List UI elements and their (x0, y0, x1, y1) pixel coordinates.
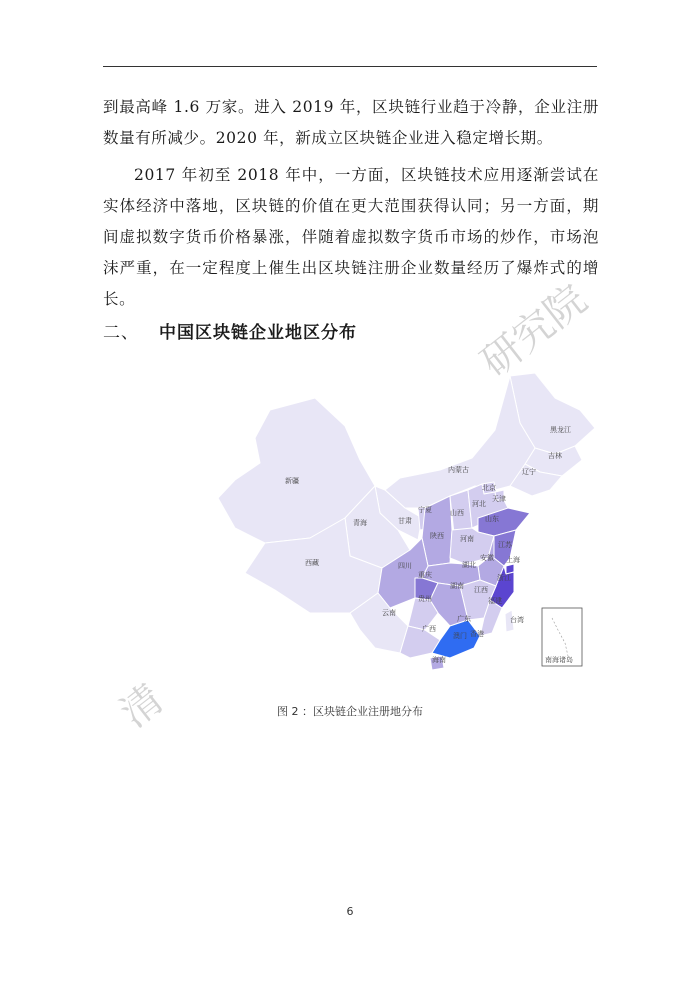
label-shanxi: 山西 (450, 509, 464, 517)
label-beijing: 北京 (482, 484, 496, 492)
label-nanhai: 南海诸岛 (545, 656, 573, 664)
label-hubei: 湖北 (462, 561, 476, 569)
label-guangdong: 广东 (457, 615, 471, 623)
label-neimenggu: 内蒙古 (448, 466, 469, 474)
label-heilongjiang: 黑龙江 (550, 426, 571, 434)
label-hebei: 河北 (472, 500, 486, 508)
label-jiangxi: 江西 (474, 586, 488, 594)
label-shandong: 山东 (485, 515, 499, 523)
region-neimenggu (385, 376, 535, 508)
label-zhejiang: 浙江 (497, 574, 511, 582)
label-xizang: 西藏 (305, 559, 319, 567)
label-qinghai: 青海 (353, 519, 367, 527)
label-aomen: 澳门 (453, 632, 467, 640)
label-anhui: 安徽 (480, 554, 494, 562)
label-shanghai: 上海 (506, 556, 520, 564)
paragraph-1: 到最高峰 1.6 万家。进入 2019 年，区块链行业趋于冷静，企业注册数量有所减少。2020 年，新成立区块链企业进入稳定增长期。 (103, 98, 599, 147)
label-chongqing: 重庆 (418, 571, 432, 579)
label-hainan: 海南 (432, 656, 446, 664)
label-guangxi: 广西 (422, 625, 436, 633)
section-number: 二、 (103, 323, 139, 343)
china-map (210, 368, 600, 678)
watermark-right: 研究院 (472, 276, 596, 387)
label-ningxia: 宁夏 (418, 506, 432, 514)
label-tianjin: 天津 (492, 495, 506, 503)
label-sichuan: 四川 (398, 562, 412, 570)
watermark-left: 清 (112, 675, 173, 737)
header-rule (103, 66, 597, 67)
label-hunan: 湖南 (450, 582, 464, 590)
label-taiwan: 台湾 (510, 616, 524, 624)
label-fujian: 福建 (488, 597, 502, 605)
figure-caption: 图 2 ：区块链企业注册地分布 (277, 705, 423, 718)
section-title: 中国区块链企业地区分布 (159, 323, 357, 343)
label-jiangsu: 江苏 (498, 541, 512, 549)
label-jilin: 吉林 (548, 452, 562, 460)
label-liaoning: 辽宁 (522, 468, 536, 476)
page-number: 6 (346, 905, 354, 918)
paragraph-2: 2017 年初至 2018 年中，一方面，区块链技术应用逐渐尝试在实体经济中落地，区块链的价值在更大范围获得认同；另一方面，期间虚拟数字货币价格暴涨，伴随着虚拟数字货币市场的炒作，市场泡沫严重，在一定程度上催生出区块链注册企业数量经历了爆炸式的增长。 (103, 166, 599, 308)
label-xinjiang: 新疆 (285, 477, 299, 485)
label-yunnan: 云南 (382, 609, 396, 617)
label-shaanxi: 陕西 (430, 532, 444, 540)
label-gansu: 甘肃 (398, 517, 412, 525)
label-henan: 河南 (460, 535, 474, 543)
label-xianggang: 香港 (470, 630, 484, 638)
section-heading (103, 318, 357, 343)
label-guizhou: 贵州 (418, 595, 432, 603)
